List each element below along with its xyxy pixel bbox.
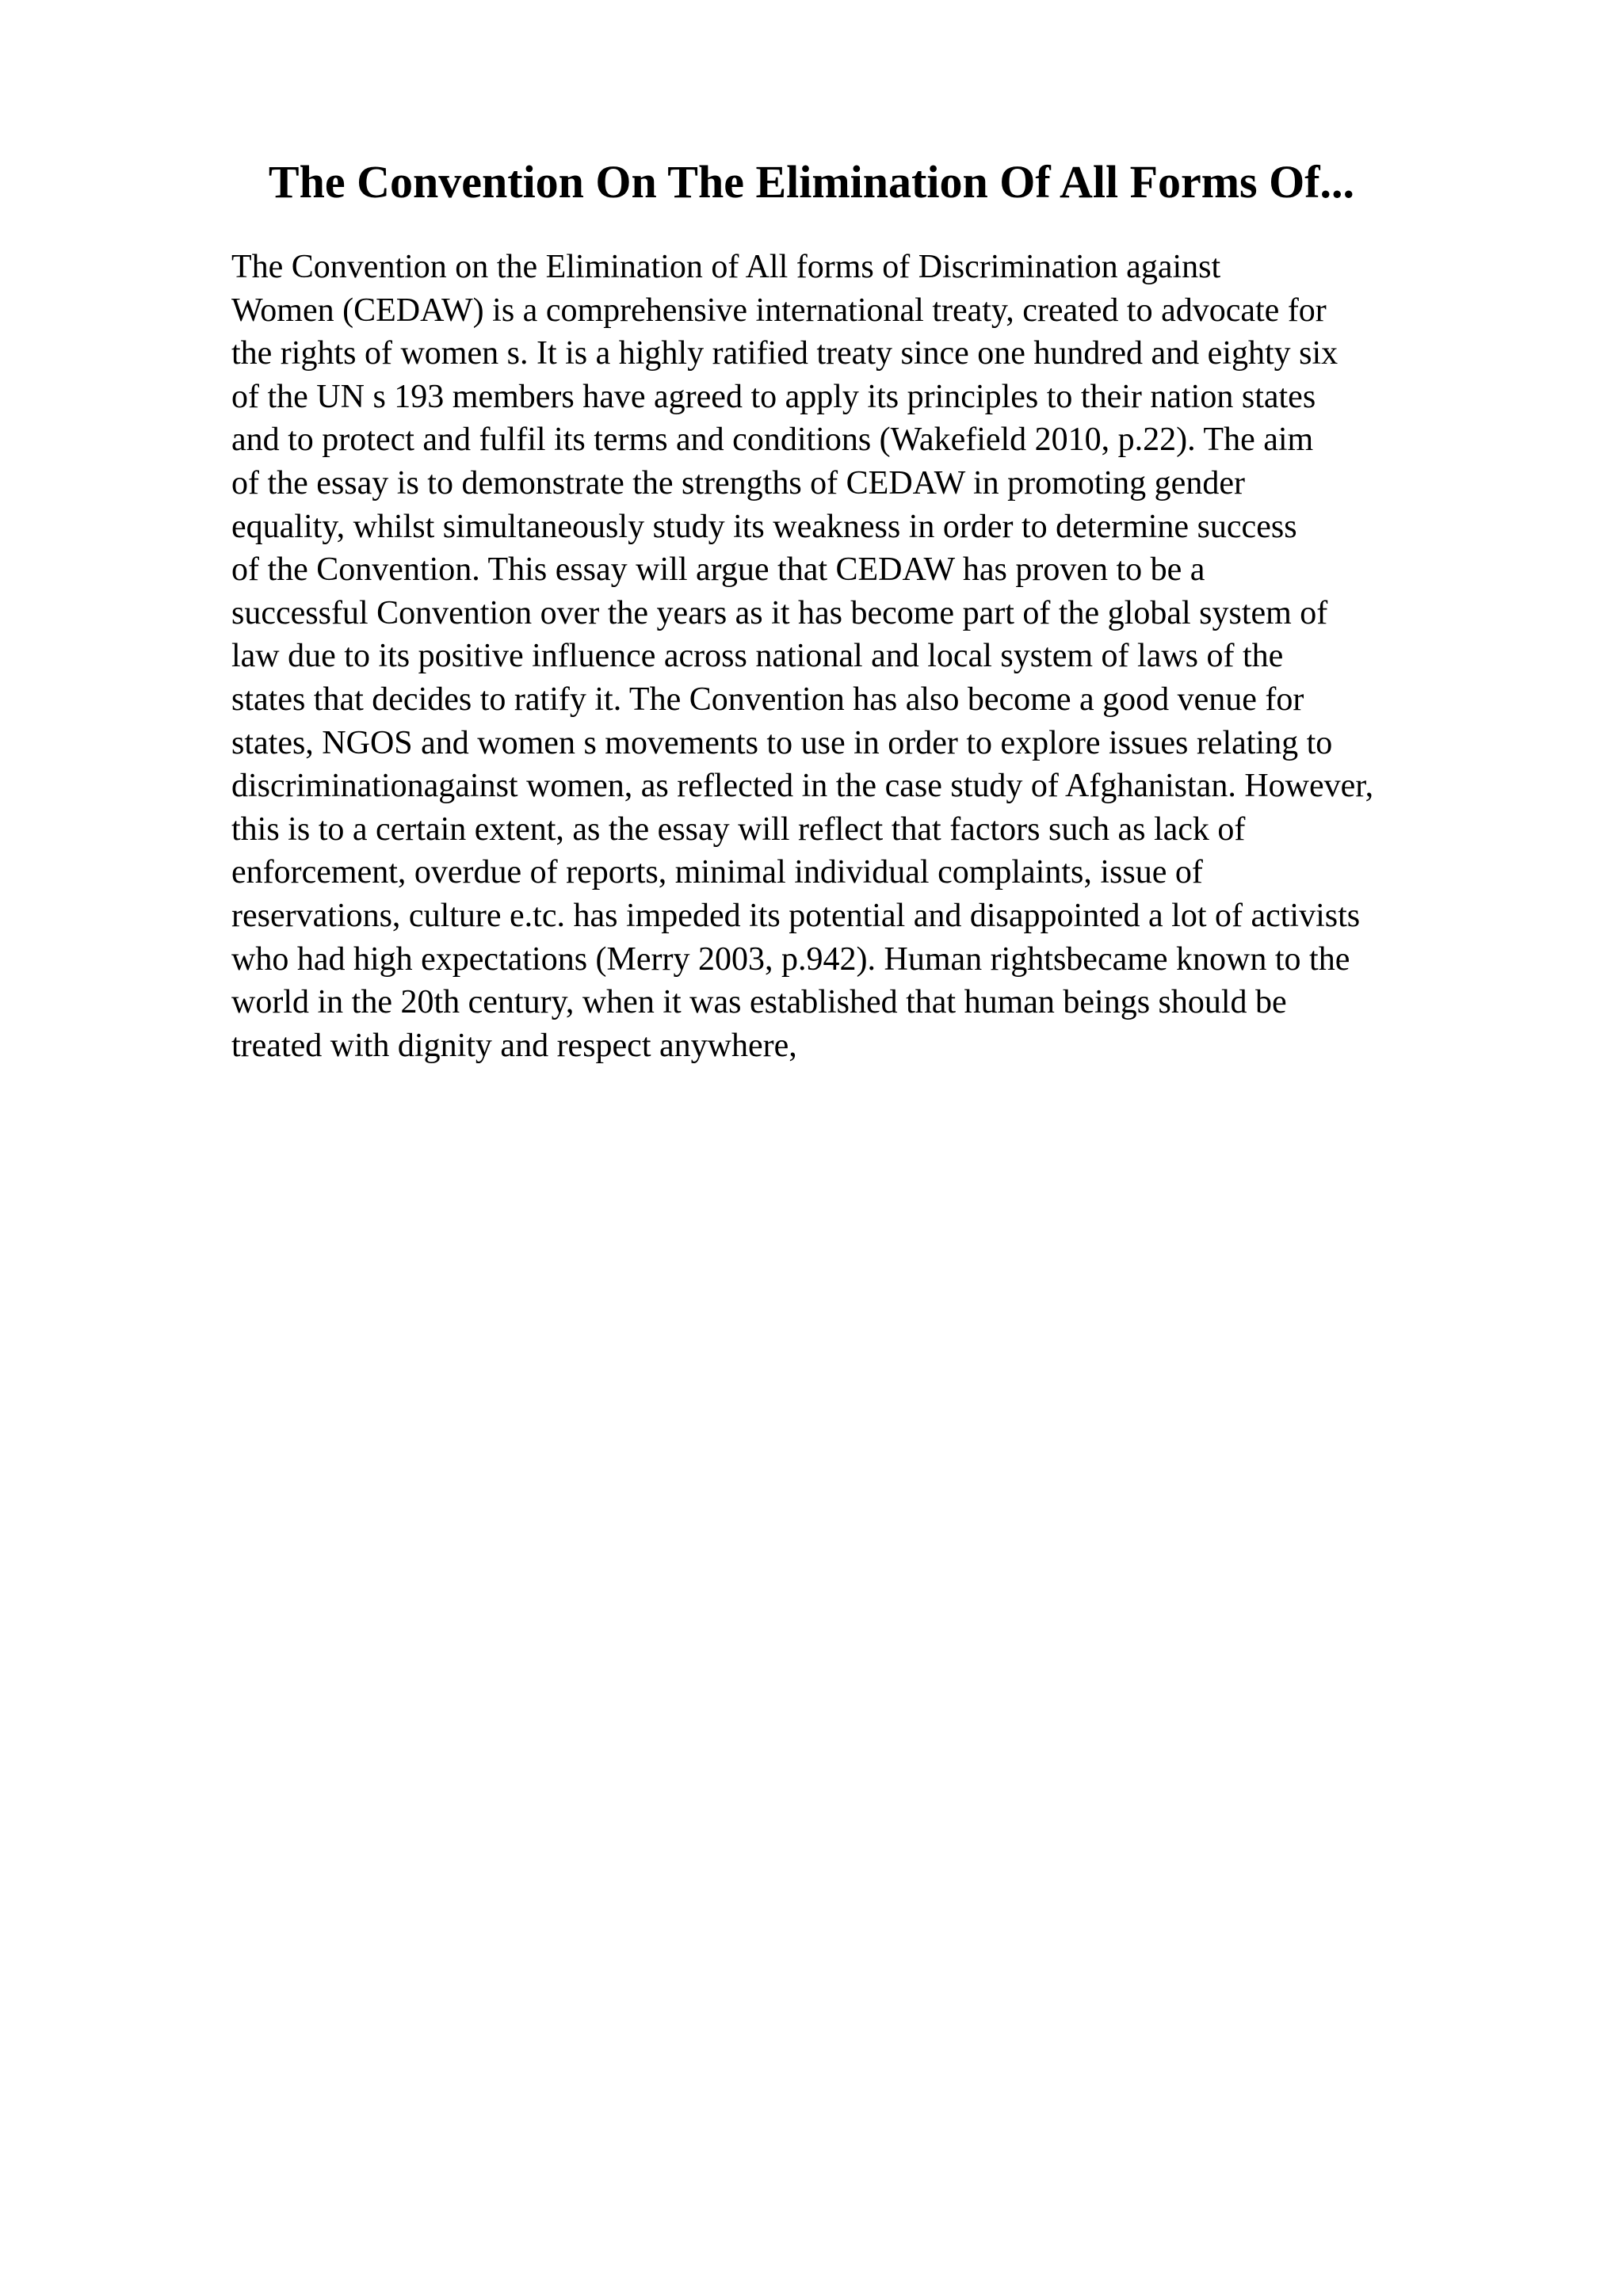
body-line: treated with dignity and respect anywhere, (231, 1027, 797, 1064)
body-line: and to protect and fulfil its terms and conditions (Wakefield 2010, p.22). The aim (231, 421, 1314, 459)
body-line: The Convention on the Elimination of All forms of Discrimination against (231, 249, 1221, 285)
body-line: law due to its positive influence across national and local system of laws of the (231, 638, 1284, 675)
body-line: successful Convention over the years as it has become part of the global system of (231, 594, 1328, 631)
body-line: enforcement, overdue of reports, minimal individual complaints, issue of (231, 854, 1203, 891)
body-line: the rights of women s. It is a highly ratified treaty since one hundred and eighty six (231, 335, 1338, 372)
body-line: states, NGOS and women s movements to use in order to explore issues relating to (231, 724, 1333, 761)
body-line: equality, whilst simultaneously study its weakness in order to determine success (231, 508, 1297, 545)
document-title: The Convention On The Elimination Of All Forms Of... (268, 156, 1355, 208)
body-line: states that decides to ratify it. The Convention has also become a good venue for (231, 681, 1304, 718)
document-body (231, 246, 1531, 1067)
body-line: who had high expectations (Merry 2003, p.942). Human rightsbecame known to the (231, 940, 1350, 978)
body-line: of the UN s 193 members have agreed to apply its principles to their nation states (231, 378, 1316, 415)
body-line: discriminationagainst women, as reflected in the case study of Afghanistan. However, (231, 768, 1374, 805)
body-line: this is to a certain extent, as the essay will reflect that factors such as lack of (231, 810, 1246, 848)
body-line: world in the 20th century, when it was established that human beings should be (231, 984, 1287, 1021)
body-line: reservations, culture e.tc. has impeded its potential and disappointed a lot of activists (231, 897, 1361, 934)
body-line: of the essay is to demonstrate the strengths of CEDAW in promoting gender (231, 464, 1245, 502)
body-line: Women (CEDAW) is a comprehensive international treaty, created to advocate for (231, 292, 1327, 329)
body-line: of the Convention. This essay will argue that CEDAW has proven to be a (231, 551, 1205, 589)
